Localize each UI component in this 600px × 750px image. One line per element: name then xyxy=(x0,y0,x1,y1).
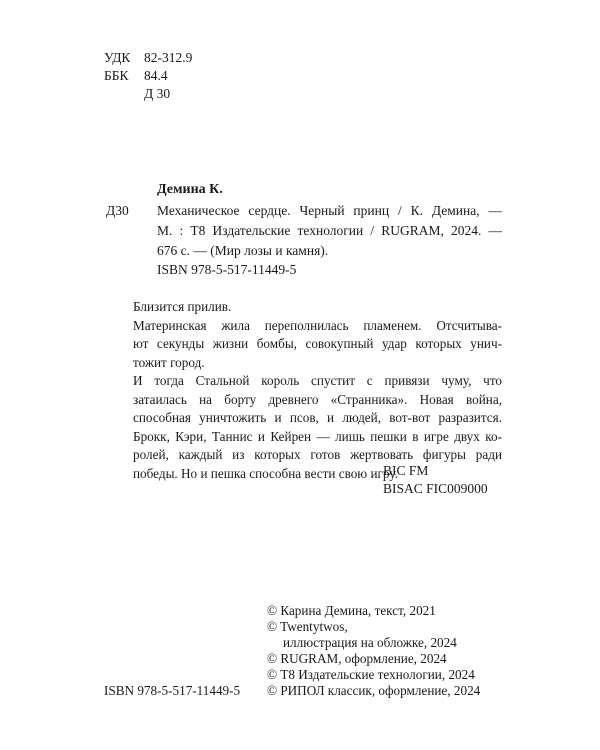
copyright-line: © Карина Демина, текст, 2021 xyxy=(267,603,436,618)
author-name: Демина К. xyxy=(157,182,223,197)
annotation-line: тожит город. xyxy=(133,354,205,370)
copyright-block xyxy=(267,603,507,699)
copyright-line: иллюстрация на обложке, 2024 xyxy=(283,635,457,650)
bbk-row xyxy=(104,66,168,86)
description-line: 676 с. — (Мир лозы и камня). xyxy=(157,243,329,258)
cutter-mark: Д 30 xyxy=(144,86,171,101)
udk-value: 82-312.9 xyxy=(144,50,193,65)
copyright-line: © Twentytwos, xyxy=(267,619,348,634)
description-line: Механическое сердце. Черный принц / К. Демина, — xyxy=(157,203,502,218)
annotation-line: ролей, каждый из которых готов жертвовать фигуры ради xyxy=(133,447,502,462)
bic-code: BIC FM xyxy=(383,463,429,478)
bbk-value: 84.4 xyxy=(144,68,168,83)
annotation-line: способная уничтожить и псов, и людей, вот-вот разразится. xyxy=(133,410,502,425)
annotation-line: победы. Но и пешка способна вести свою игру. xyxy=(133,465,398,481)
copyright-line: © РИПОЛ классик, оформление, 2024 xyxy=(267,683,481,698)
annotation-line: ют секунды жизни бомбы, совокупный удар которых унич- xyxy=(133,336,502,351)
annotation-line: Близится прилив. xyxy=(133,299,232,314)
copyright-line: © Т8 Издательские технологии, 2024 xyxy=(267,667,475,682)
bbk-label: ББК xyxy=(104,68,129,83)
annotation xyxy=(133,298,502,483)
isbn-bottom: ISBN 978-5-517-11449-5 xyxy=(104,683,241,698)
annotation-line: Материнская жила переполнилась пламенем. Отсчитыва- xyxy=(133,317,502,333)
annotation-line: Брокк, Кэри, Таннис и Кейрен — лишь пешки в игре двух ко- xyxy=(133,428,502,444)
bibliographic-description xyxy=(157,201,502,261)
bisac-code: BISAC FIC009000 xyxy=(383,481,488,496)
author-code: Д30 xyxy=(106,203,129,218)
udk-row xyxy=(104,48,192,68)
description-line: М. : Т8 Издательские технологии / RUGRAM, 2024. — xyxy=(157,223,502,238)
isbn-entry: ISBN 978-5-517-11449-5 xyxy=(157,262,297,277)
copyright-line: © RUGRAM, оформление, 2024 xyxy=(267,651,447,666)
annotation-line: затаилась на борту древнего «Странника». Новая война, xyxy=(133,391,502,407)
annotation-line: И тогда Стальной король спустит с привязи чуму, что xyxy=(133,373,502,388)
udk-label: УДК xyxy=(104,50,131,65)
